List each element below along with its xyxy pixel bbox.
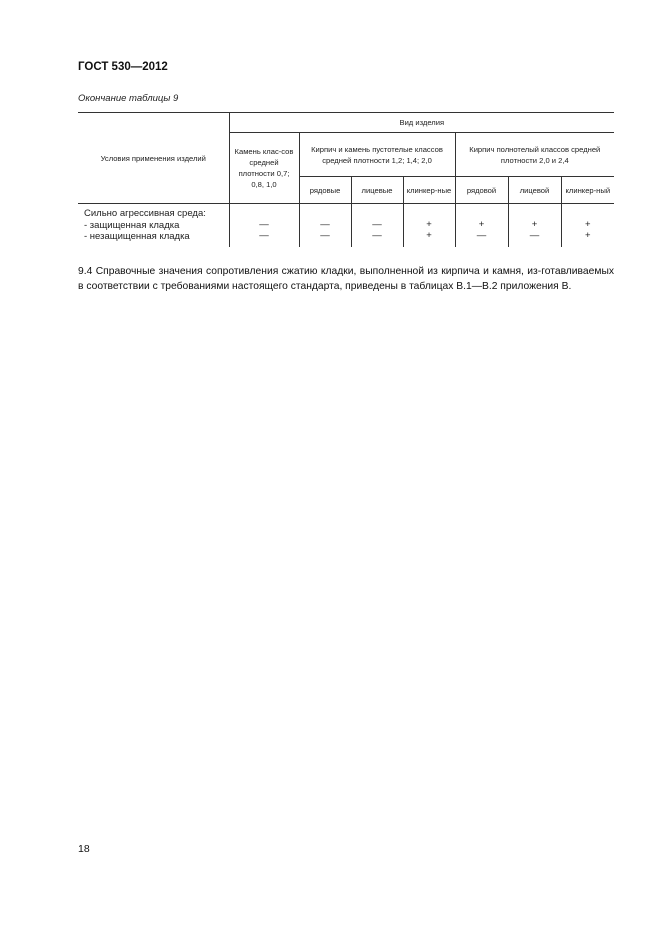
hollow-clinker-cell bbox=[403, 204, 455, 247]
solid-face-cell bbox=[508, 204, 561, 247]
solid-row-protected: + bbox=[478, 218, 485, 230]
table-row bbox=[78, 204, 614, 247]
protected-label: - защищенная кладка bbox=[84, 219, 180, 231]
table-caption: Окончание таблицы 9 bbox=[78, 93, 179, 104]
hollow-face-unprotected: — bbox=[372, 230, 382, 241]
solid-row-unprotected: — bbox=[476, 230, 487, 241]
hollow-face-cell bbox=[351, 204, 403, 247]
header-solid-group: Кирпич полнотелый классов средней плотности 2,0 и 2,4 bbox=[455, 133, 614, 177]
hollow-row-protected: — bbox=[320, 218, 330, 230]
conditions-cell bbox=[78, 204, 229, 247]
env-label: Сильно агрессивная среда: bbox=[84, 208, 206, 219]
hollow-row-cell bbox=[299, 204, 351, 247]
header-hollow-group: Кирпич и камень пустотелые классов средней плотности 1,2; 1,4; 2,0 bbox=[299, 133, 455, 177]
solid-clinker-cell bbox=[561, 204, 614, 247]
standard-header: ГОСТ 530—2012 bbox=[78, 61, 168, 73]
hollow-clinker-protected: + bbox=[426, 218, 432, 230]
stone-unprotected: — bbox=[259, 230, 269, 241]
hollow-clinker-unprotected: + bbox=[426, 230, 432, 241]
hollow-row-unprotected: — bbox=[320, 230, 330, 241]
page-number: 18 bbox=[78, 843, 90, 855]
header-solid-face: лицевой bbox=[508, 177, 561, 204]
hollow-face-protected: — bbox=[372, 218, 382, 230]
stone-protected: — bbox=[259, 218, 269, 230]
header-hollow-face: лицевые bbox=[351, 177, 403, 204]
header-stone-group: Камень клас-сов средней плотности 0,7; 0,8, 1,0 bbox=[229, 133, 299, 204]
solid-row-cell bbox=[455, 204, 508, 247]
paragraph-9-4: 9.4 Справочные значения сопротивления сжатию кладки, выполненной из кирпича и камня, из-готавливаемых в соответствии с требованиями настоящего стандарта, приведены в таблицах В.1—В.2 приложения В. bbox=[78, 266, 614, 292]
solid-clinker-protected: + bbox=[585, 218, 591, 230]
unprotected-label: - незащищенная кладка bbox=[84, 231, 190, 242]
solid-clinker-unprotected: + bbox=[585, 230, 591, 241]
header-solid-clinker: клинкер-ный bbox=[561, 177, 614, 204]
header-solid-row: рядовой bbox=[455, 177, 508, 204]
solid-face-protected: + bbox=[531, 218, 538, 230]
solid-face-unprotected: — bbox=[529, 230, 540, 241]
stone-cell bbox=[229, 204, 299, 247]
header-product-type: Вид изделия bbox=[229, 113, 614, 133]
table-9 bbox=[78, 112, 614, 247]
header-conditions: Условия применения изделий bbox=[78, 113, 229, 204]
header-hollow-clinker: клинкер-ные bbox=[403, 177, 455, 204]
header-hollow-row: рядовые bbox=[299, 177, 351, 204]
